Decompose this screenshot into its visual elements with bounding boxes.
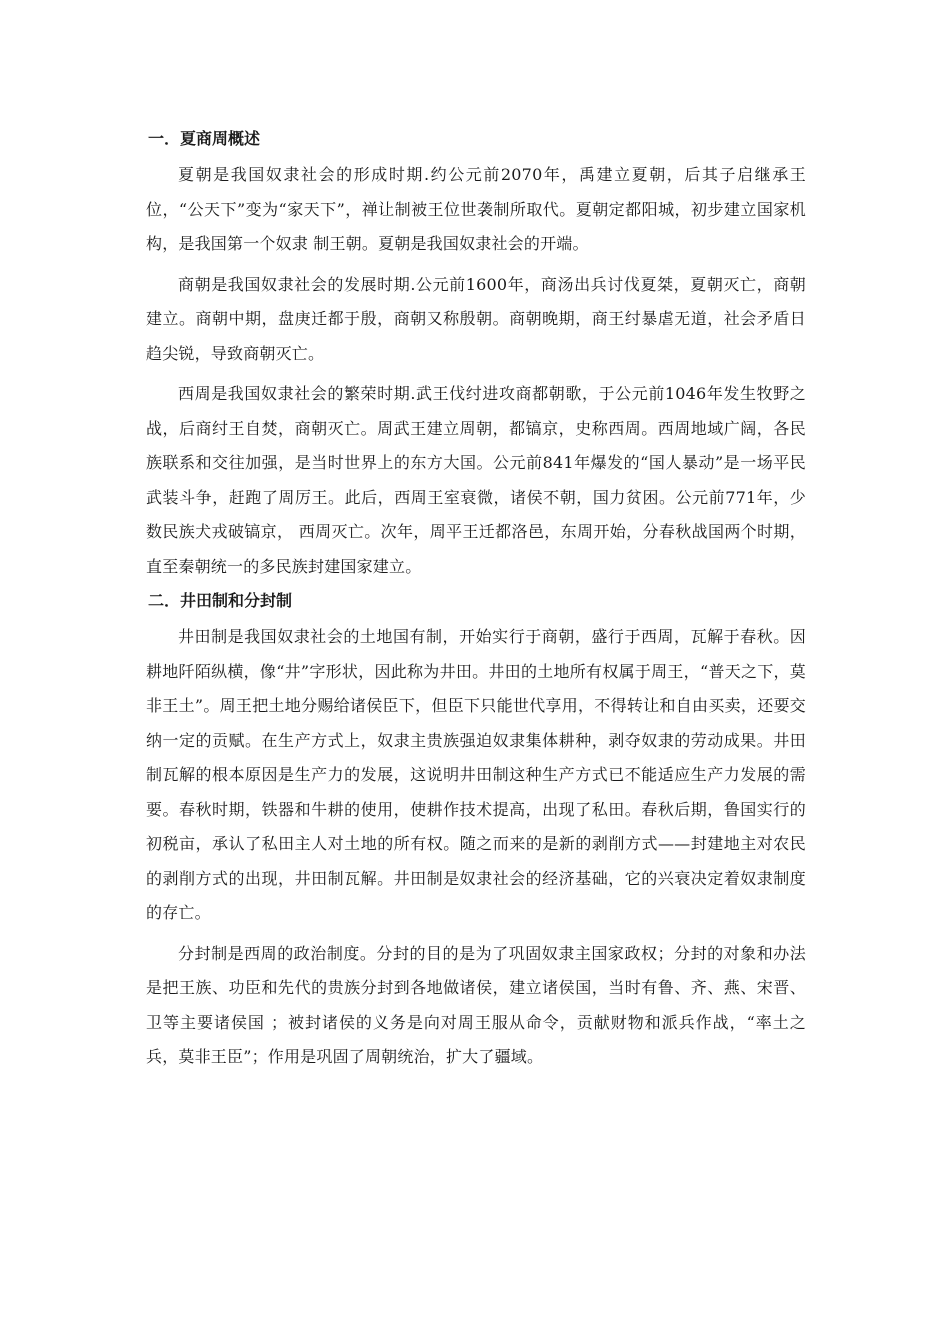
paragraph-well-field: 井田制是我国奴隶社会的土地国有制，开始实行于商朝，盛行于西周，瓦解于春秋。因耕地阡陌纵横，像“井”字形状，因此称为井田。井田的土地所有权属于周王，“普天之下，莫非王土”。周王把土地分赐给诸侯臣下，但臣下只能世代享用，不得转让和自由买卖，还要交纳一定的贡赋。在生产方式上，奴隶主贵族强迫奴隶集体耕种，剥夺奴隶的劳动成果。井田制瓦解的根本原因是生产力的发展，这说明井田制这种生产方式已不能适应生产力发展的需要。春秋时期，铁器和牛耕的使用，使耕作技术提高，出现了私田。春秋后期，鲁国实行的初税亩，承认了私田主人对土地的所有权。随之而来的是新的剥削方式——封建地主对农民的剥削方式的出现，井田制瓦解。井田制是奴隶社会的经济基础，它的兴衰决定着奴隶制度的存亡。: [146, 627, 806, 922]
document-page: [146, 122, 806, 1075]
paragraph-xia: 夏朝是我国奴隶社会的形成时期.约公元前2070年，禹建立夏朝，后其子启继承王位，“公天下”变为“家天下”，禅让制被王位世袭制所取代。夏朝定都阳城，初步建立国家机构，是我国第一个奴隶 制王朝。夏朝是我国奴隶社会的开端。: [146, 165, 806, 253]
paragraph-enfeoffment: 分封制是西周的政治制度。分封的目的是为了巩固奴隶主国家政权；分封的对象和办法是把王族、功臣和先代的贵族分封到各地做诸侯，建立诸侯国，当时有鲁、齐、燕、宋晋、卫等主要诸侯国 ；被封诸侯的义务是向对周王服从命令，贡献财物和派兵作战，“率土之兵，莫非王臣”；作用是巩固了周朝统治，扩大了疆域。: [146, 943, 806, 1066]
section-heading-overview: 一．夏商周概述: [148, 129, 261, 148]
section-heading-land-system: 二．井田制和分封制: [148, 591, 293, 610]
paragraph-shang: 商朝是我国奴隶社会的发展时期.公元前1600年，商汤出兵讨伐夏桀，夏朝灭亡，商朝建立。商朝中期，盘庚迁都于殷，商朝又称殷朝。商朝晚期，商王纣暴虐无道，社会矛盾日趋尖锐，导致商朝灭亡。: [146, 274, 806, 363]
paragraph-western-zhou: 西周是我国奴隶社会的繁荣时期.武王伐纣进攻商都朝歌，于公元前1046年发生牧野之战，后商纣王自焚，商朝灭亡。周武王建立周朝，都镐京，史称西周。西周地域广阔，各民族联系和交往加强，是当时世界上的东方大国。公元前841年爆发的“国人暴动”是一场平民武装斗争，赶跑了周厉王。此后，西周王室衰微，诸侯不朝，国力贫困。公元前771年，少数民族犬戎破镐京， 西周灭亡。次年，周平王迁都洛邑，东周开始，分春秋战国两个时期，直至秦朝统一的多民族封建国家建立。: [146, 384, 806, 576]
